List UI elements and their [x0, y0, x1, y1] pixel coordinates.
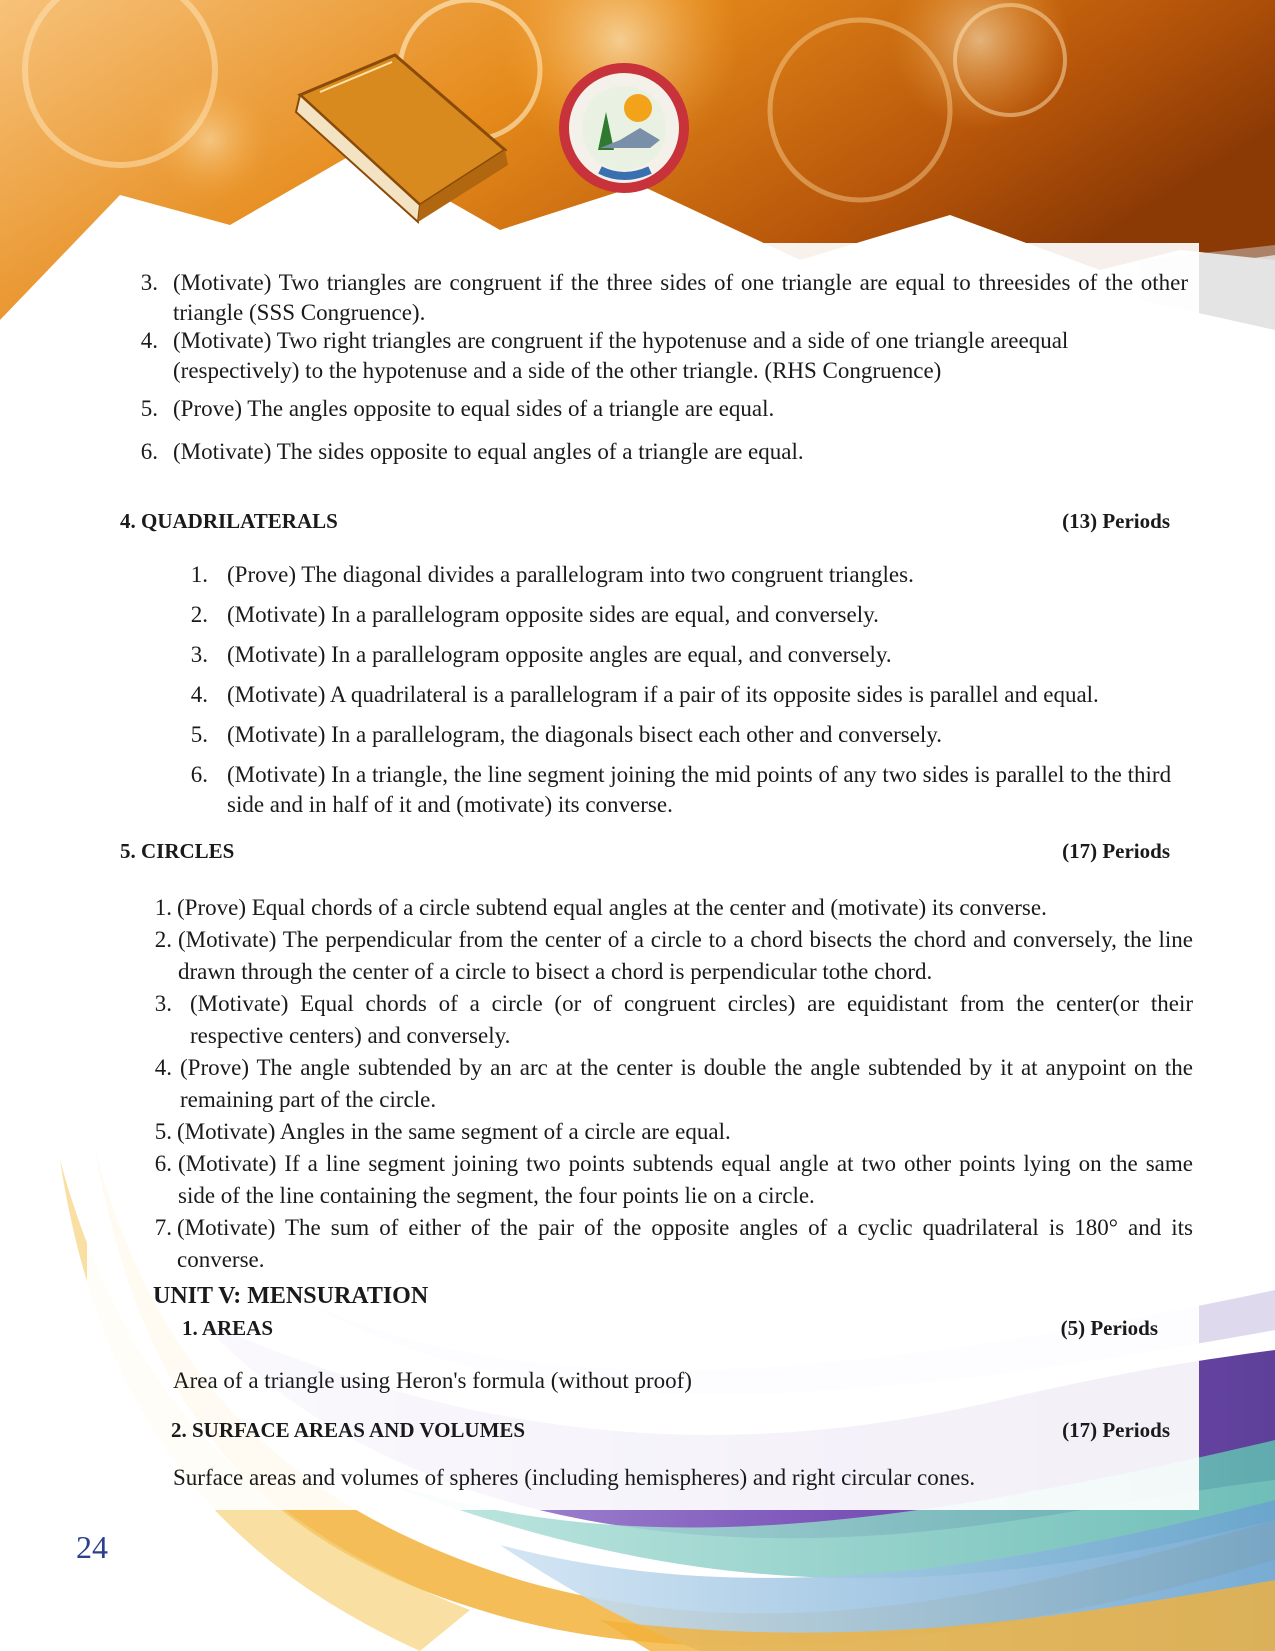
- item-number: 1.: [190, 562, 208, 587]
- section-title: 1. AREAS: [182, 1316, 274, 1340]
- item-text: (Prove) Equal chords of a circle subtend equal angles at the center and (motivate) its converse.: [177, 895, 1047, 920]
- item-text: (Prove) The angle subtended by an arc at the center is double the angle subtended by it at anypoint on the remaining part of the circle.: [180, 1055, 1193, 1112]
- item-text: (Motivate) In a triangle, the line segment joining the mid points of any two sides is parallel to the third side and in half of it and (motivate) its converse.: [227, 762, 1172, 817]
- item-number: 2.: [154, 927, 172, 952]
- item-text: (Motivate) If a line segment joining two points subtends equal angle at two other points lying on the same side of the line containing the segment, the four points lie on a circle.: [178, 1151, 1193, 1208]
- section-title: 2. SURFACE AREAS AND VOLUMES: [171, 1418, 526, 1442]
- item-number: 3.: [154, 991, 172, 1016]
- unit-title: UNIT V: MENSURATION: [153, 1283, 429, 1309]
- item-text: (Prove) The angles opposite to equal sides of a triangle are equal.: [173, 396, 775, 421]
- item-number: 6.: [154, 1151, 172, 1176]
- item-number: 6.: [190, 762, 208, 787]
- section-title: 4. QUADRILATERALS: [120, 509, 338, 533]
- item-number: 4.: [190, 682, 208, 707]
- item-number: 4.: [140, 328, 158, 353]
- item-text: (Motivate) The perpendicular from the center of a circle to a chord bisects the chord and conversely, the line drawn through the center of a circle to bisect a chord is perpendicular tothe chord.: [178, 927, 1193, 984]
- item-text: (Motivate) Two right triangles are congruent if the hypotenuse and a side of one triangle areequal (respectively) to the hypotenuse and a side of the other triangle. (RHS Congruence): [173, 328, 1069, 383]
- section-text: Area of a triangle using Heron's formula (without proof): [173, 1368, 692, 1393]
- item-number: 5.: [154, 1119, 172, 1144]
- item-number: 3.: [140, 270, 158, 295]
- section-periods: (13) Periods: [1062, 509, 1170, 533]
- item-text: (Motivate) In a parallelogram opposite sides are equal, and conversely.: [227, 602, 879, 627]
- section-periods: (17) Periods: [1062, 1418, 1170, 1442]
- item-number: 1.: [154, 895, 172, 920]
- item-number: 3.: [190, 642, 208, 667]
- item-text: (Motivate) The sum of either of the pair of the opposite angles of a cyclic quadrilateral is 180° and its converse.: [177, 1215, 1193, 1272]
- section-text: Surface areas and volumes of spheres (including hemispheres) and right circular cones.: [173, 1465, 976, 1490]
- item-text: (Motivate) Equal chords of a circle (or of congruent circles) are equidistant from the center(or their respective centers) and conversely.: [190, 991, 1193, 1048]
- item-text: (Motivate) In a parallelogram, the diagonals bisect each other and conversely.: [227, 722, 943, 747]
- page-number: 24: [76, 1529, 108, 1565]
- item-number: 5.: [190, 722, 208, 747]
- item-text: (Prove) The diagonal divides a parallelogram into two congruent triangles.: [227, 562, 914, 587]
- section-title: 5. CIRCLES: [120, 839, 235, 863]
- section-periods: (5) Periods: [1060, 1316, 1158, 1340]
- item-number: 6.: [140, 439, 158, 464]
- item-text: (Motivate) The sides opposite to equal angles of a triangle are equal.: [173, 439, 804, 464]
- board-emblem: [564, 68, 684, 188]
- item-number: 7.: [154, 1215, 172, 1240]
- item-number: 4.: [154, 1055, 172, 1080]
- item-text: (Motivate) Angles in the same segment of a circle are equal.: [177, 1119, 731, 1144]
- item-text: (Motivate) A quadrilateral is a parallelogram if a pair of its opposite sides is parallel and equal.: [227, 682, 1099, 707]
- item-text: (Motivate) In a parallelogram opposite angles are equal, and conversely.: [227, 642, 892, 667]
- item-text: (Motivate) Two triangles are congruent if the three sides of one triangle are equal to threesides of the other triangle (SSS Congruence).: [173, 270, 1188, 325]
- item-number: 2.: [190, 602, 208, 627]
- item-number: 5.: [140, 396, 158, 421]
- section-periods: (17) Periods: [1062, 839, 1170, 863]
